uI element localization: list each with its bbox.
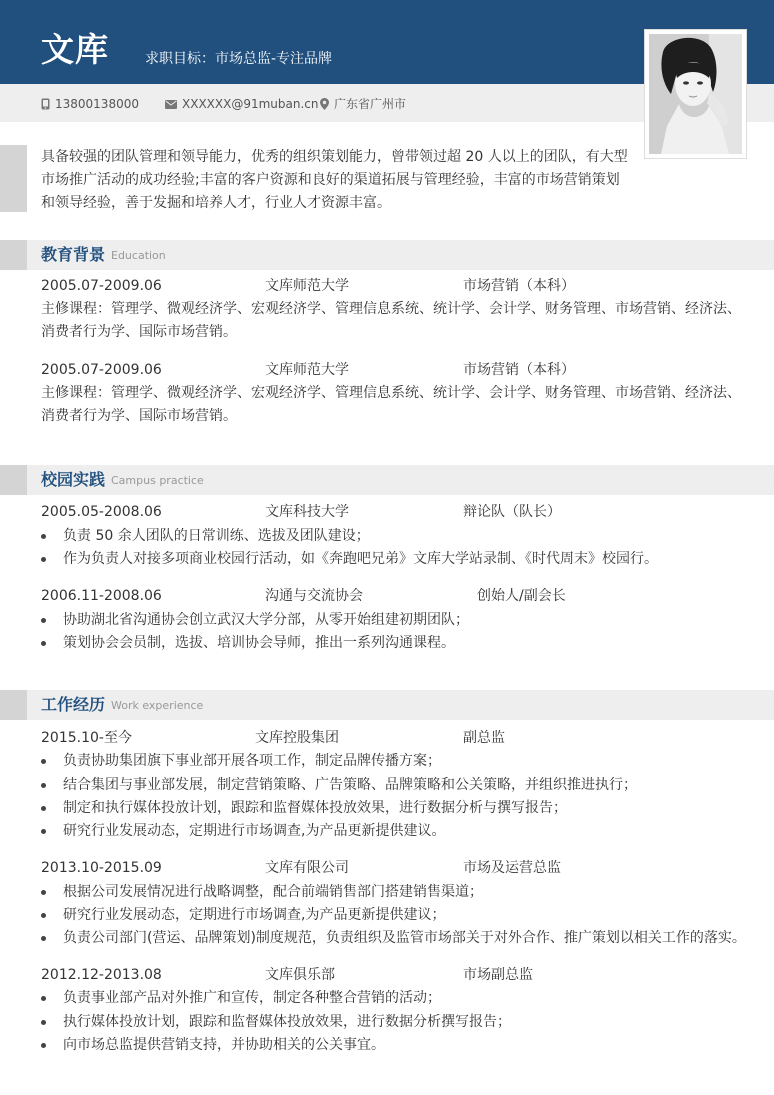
bullet-dot [41,913,46,918]
list-item-text: 作为负责人对接多项商业校园行活动，如《奔跑吧兄弟》文库大学站录制、《时代周末》校园行。 [63,551,658,567]
list-item-text: 根据公司发展情况进行战略调整，配合前端销售部门搭建销售渠道； [63,884,483,900]
campus-org: 沟通与交流协会 [265,588,363,604]
list-item-text: 结合集团与事业部发展，制定营销策略、广告策略、品牌策略和公关策略，并组织推进执行； [63,777,637,793]
candidate-name: 文库 [41,30,109,69]
list-item-text: 策划协会会员制，选拔、培训协会导师，推出一系列沟通课程。 [63,635,455,651]
bullet-dot [41,557,46,562]
location-text: 广东省广州市 [334,97,407,111]
work-section-marker [0,690,27,720]
list-item-text: 研究行业发展动态，定期进行市场调查,为产品更新提供建议； [63,907,446,923]
list-item-text: 负责 50 余人团队的日常训练、选拔及团队建设； [63,528,370,544]
work-date: 2013.10-2015.09 [41,860,162,876]
bullet-dot [41,1043,46,1048]
work-subtitle: Work experience [111,699,204,712]
bullet-dot [41,618,46,623]
work-role: 市场及运营总监 [463,860,561,876]
email-address: XXXXXX@91muban.cn [182,97,319,111]
bullet-dot [41,534,46,539]
list-item-text: 负责事业部产品对外推广和宣传，制定各种整合营销的活动； [63,990,441,1006]
bullet-dot [41,829,46,834]
education-courses: 主修课程：管理学、微观经济学、宏观经济学、管理信息系统、统计学、会计学、财务管理、市场营销、经济法、消费者行为学、国际市场营销。 [41,385,741,424]
campus-section-marker [0,465,27,495]
summary-marker [0,145,27,212]
campus-role: 辩论队（队长） [463,504,561,520]
mail-icon [165,100,177,109]
list-item-text: 协助湖北省沟通协会创立武汉大学分部，从零开始组建初期团队； [63,612,469,628]
campus-role: 创始人/副会长 [477,588,566,604]
education-date: 2005.07-2009.06 [41,278,162,294]
list-item-text: 研究行业发展动态，定期进行市场调查,为产品更新提供建议。 [63,823,446,839]
work-role: 市场副总监 [463,967,533,983]
bullet-dot [41,806,46,811]
list-item-text: 制定和执行媒体投放计划，跟踪和监督媒体投放效果，进行数据分析与撰写报告； [63,800,567,816]
work-company: 文库有限公司 [265,860,349,876]
self-summary: 具备较强的团队管理和领导能力，优秀的组织策划能力，曾带领过超 20 人以上的团队，有大型市场推广活动的成功经验;丰富的客户资源和良好的渠道拓展与管理经验，丰富的市场营销策划和领导经验，善于发掘和培养人才，行业人才资源丰富。 [41,149,628,211]
bullet-dot [41,1020,46,1025]
contact-email [165,96,318,112]
list-item-text: 执行媒体投放计划，跟踪和监督媒体投放效果，进行数据分析撰写报告； [63,1014,511,1030]
bullet-dot [41,783,46,788]
bullet-dot [41,759,46,764]
portrait-image [649,34,742,154]
education-major: 市场营销（本科） [463,362,575,378]
job-objective: 求职目标：市场总监-专注品牌 [145,51,333,67]
campus-date: 2005.05-2008.06 [41,504,162,520]
work-role: 副总监 [463,730,505,746]
list-item-text: 负责公司部门(营运、品牌策划)制度规范，负责组织及监管市场部关于对外合作、推广策划以相关工作的落实。 [63,930,746,946]
education-section-marker [0,240,27,270]
campus-date: 2006.11-2008.06 [41,588,162,604]
work-company: 文库控股集团 [255,730,339,746]
list-item-text: 负责协助集团旗下事业部开展各项工作，制定品牌传播方案； [63,753,441,769]
phone-icon [41,98,50,110]
bullet-dot [41,890,46,895]
work-title: 工作经历 [41,695,106,714]
contact-location [320,96,406,112]
phone-number: 13800138000 [55,97,139,111]
campus-org: 文库科技大学 [265,504,349,520]
work-company: 文库俱乐部 [265,967,335,983]
profile-photo [644,29,747,159]
education-major: 市场营销（本科） [463,278,575,294]
work-date: 2012.12-2013.08 [41,967,162,983]
location-pin-icon [320,98,329,110]
education-date: 2005.07-2009.06 [41,362,162,378]
bullet-dot [41,996,46,1001]
bullet-dot [41,641,46,646]
campus-subtitle: Campus practice [111,474,204,487]
education-school: 文库师范大学 [265,362,349,378]
education-subtitle: Education [111,249,166,262]
campus-title: 校园实践 [41,470,106,489]
work-date: 2015.10-至今 [41,730,132,746]
education-school: 文库师范大学 [265,278,349,294]
contact-phone [41,96,139,112]
bullet-dot [41,936,46,941]
list-item-text: 向市场总监提供营销支持，并协助相关的公关事宜。 [63,1037,385,1053]
education-courses: 主修课程：管理学、微观经济学、宏观经济学、管理信息系统、统计学、会计学、财务管理、市场营销、经济法、消费者行为学、国际市场营销。 [41,301,741,340]
education-title: 教育背景 [41,245,106,264]
